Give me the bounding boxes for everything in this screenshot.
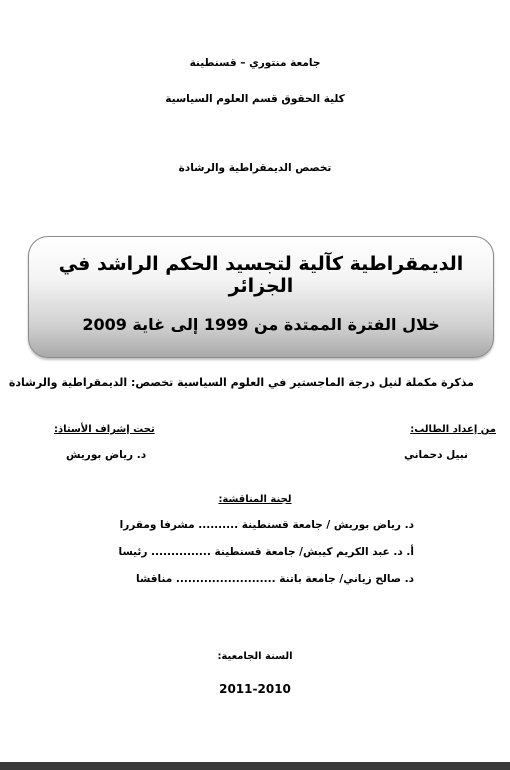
- committee-member: د. رياض بوريش / جامعة قسنطينة .......... مشرفا ومقررا: [119, 519, 414, 531]
- supervisor-name: د. رياض بوريش: [66, 449, 147, 461]
- academic-year-label: السنة الجامعية:: [217, 651, 293, 662]
- committee-member: د. صالح زياني/ جامعة باتنة ......................... مناقشا: [136, 573, 414, 585]
- university-name: جامعة منتوري – قسنطينة: [189, 57, 321, 69]
- bottom-border: [0, 762, 510, 770]
- supervisor-label: تحت إشراف الأستاذ:: [54, 424, 155, 435]
- academic-year-value: 2011-2010: [219, 682, 291, 696]
- committee-label: لجنة المناقشة:: [218, 494, 292, 505]
- committee-member: أ. د. عبد الكريم كيبش/ جامعة قسنطينة ............... رئيسا: [118, 546, 414, 558]
- title-box: [28, 236, 494, 358]
- student-name: نبيل دحماني: [403, 449, 468, 461]
- thesis-title: الديمقراطية كآلية لتجسيد الحكم الراشد في الجزائر: [58, 253, 464, 297]
- thesis-period: خلال الفترة الممتدة من 1999 إلى غاية 2009: [82, 315, 440, 334]
- student-label: من إعداد الطالب:: [410, 424, 496, 435]
- faculty-name: كلية الحقوق قسم العلوم السياسية: [165, 93, 345, 105]
- thesis-note: مذكرة مكملة لنيل درجة الماجستير في العلوم السياسية تخصص: الديمقراطية والرشادة: [8, 376, 474, 389]
- specialty-name: تخصص الديمقراطية والرشادة: [178, 162, 332, 174]
